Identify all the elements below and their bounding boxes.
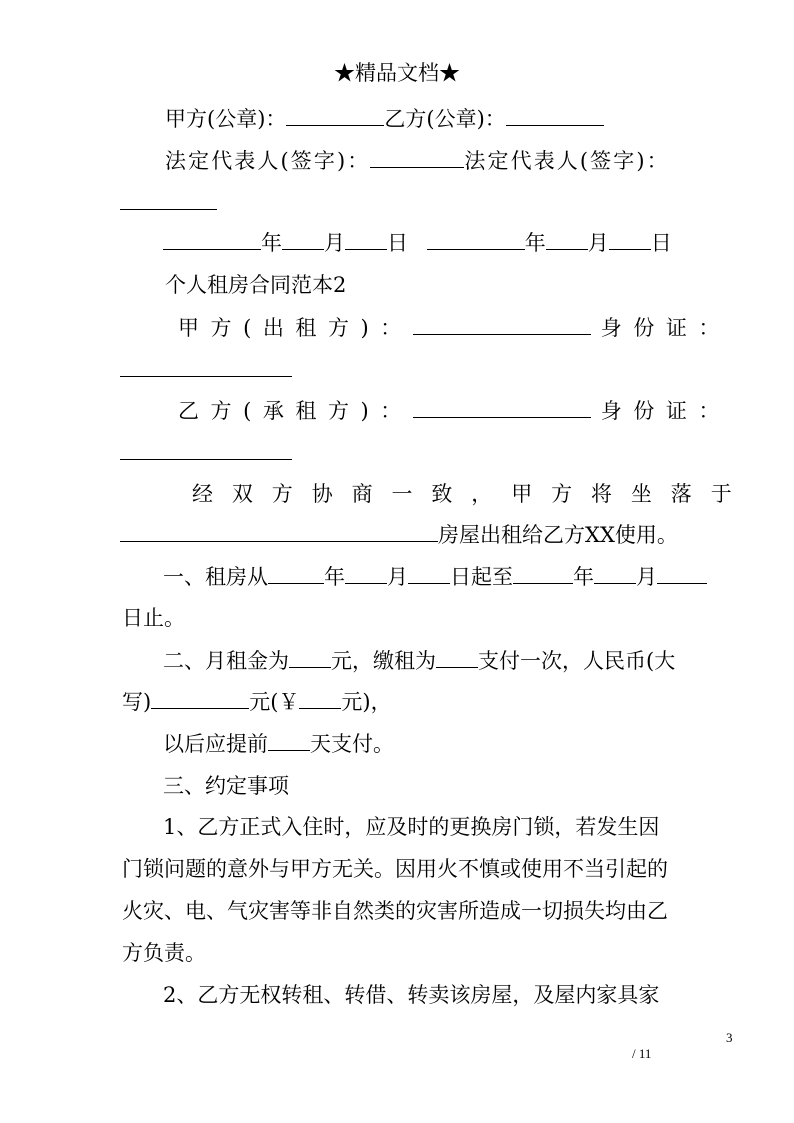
rep-a-label: 法定代表人(签字)： [165,149,371,173]
blank-field [120,209,217,210]
blank-field [413,316,591,335]
blank-field [289,649,331,668]
blank-field [657,565,707,584]
blank-field [163,231,261,250]
page-total: / 11 [632,1046,652,1061]
month-label: 月 [387,565,408,589]
party-b-label: 乙方(承租方)： [178,399,413,423]
blank-field [268,732,310,751]
representative-line [165,148,670,174]
rent-line [163,648,675,674]
day-label: 日起至 [450,565,513,589]
prepay-label-b: 天支付。 [310,732,394,756]
blank-field [345,565,387,584]
blank-field [345,231,387,250]
id-a-label: 身份证： [600,316,731,340]
party-b-line [178,398,731,424]
month-label: 月 [636,565,657,589]
blank-field [609,231,651,250]
term-one-end: 日止。 [122,606,185,630]
rent-line-2 [122,689,392,715]
clause-one-line-3: 火灾、电、气灾害等非自然类的灾害所造成一切损失均由乙 [122,899,668,923]
party-a-line [178,315,731,341]
blank-field [436,649,478,668]
date-line [163,230,672,256]
blank-field [546,231,588,250]
clause-one-line-1: 1、乙方正式入住时，应及时的更换房门锁，若发生因 [163,815,660,839]
rep-b-label: 法定代表人(签字)： [464,149,670,173]
clause-one-line-2: 门锁问题的意外与甲方无关。因用火不慎或使用不当引起的 [122,857,668,881]
blank-field [299,690,341,709]
blank-field [268,565,324,584]
agreement-intro: 经双方协商一致，甲方将坐落于 [192,482,751,506]
term-one-label: 一、租房从 [163,565,268,589]
blank-field [408,565,450,584]
page-number: 3 [726,1030,733,1045]
party-b-seal-label: 乙方(公章)： [384,107,506,131]
prepay-label: 以后应提前 [163,732,268,756]
blank-field [413,399,591,418]
prepay-line [163,731,394,757]
document-header-title: ★精品文档★ [334,61,460,85]
month-label: 月 [587,231,609,255]
party-a-seal-label: 甲方(公章)： [165,107,287,131]
rent-label-b: 元，缴租为 [331,649,436,673]
blank-field [506,107,604,126]
year-label: 年 [324,565,345,589]
day-label: 日 [387,231,408,255]
blank-field [594,565,636,584]
rent-label-f: 元)， [341,690,392,714]
term-one-line [163,564,707,590]
section-title: 个人租房合同范本2 [165,273,347,297]
clause-two-line-1: 2、乙方无权转租、转借、转卖该房屋，及屋内家具家 [163,983,660,1007]
rent-label-c: 支付一次，人民币(大 [478,649,676,673]
blank-field [282,231,324,250]
blank-field [120,459,292,460]
rent-label-d: 写) [122,690,152,714]
year-label: 年 [524,231,546,255]
party-a-label: 甲方(出租方)： [178,316,413,340]
month-label: 月 [324,231,345,255]
day-label: 日 [650,231,672,255]
agreement-tail: 房屋出租给乙方XX使用。 [438,523,678,547]
rent-label: 二、月租金为 [163,649,289,673]
agreement-tail-line [120,522,678,548]
blank-field [151,690,249,709]
year-label: 年 [573,565,594,589]
blank-field [513,565,573,584]
rent-label-e: 元(￥ [249,690,300,714]
blank-field [286,107,384,126]
agreed-items-title: 三、约定事项 [163,774,289,798]
signature-line-party-a [165,106,604,132]
year-label: 年 [261,231,282,255]
blank-field [370,149,464,168]
clause-one-line-4: 方负责。 [122,941,206,965]
id-b-label: 身份证： [600,399,731,423]
blank-field [427,231,525,250]
blank-field [120,376,292,377]
blank-field [120,523,438,542]
